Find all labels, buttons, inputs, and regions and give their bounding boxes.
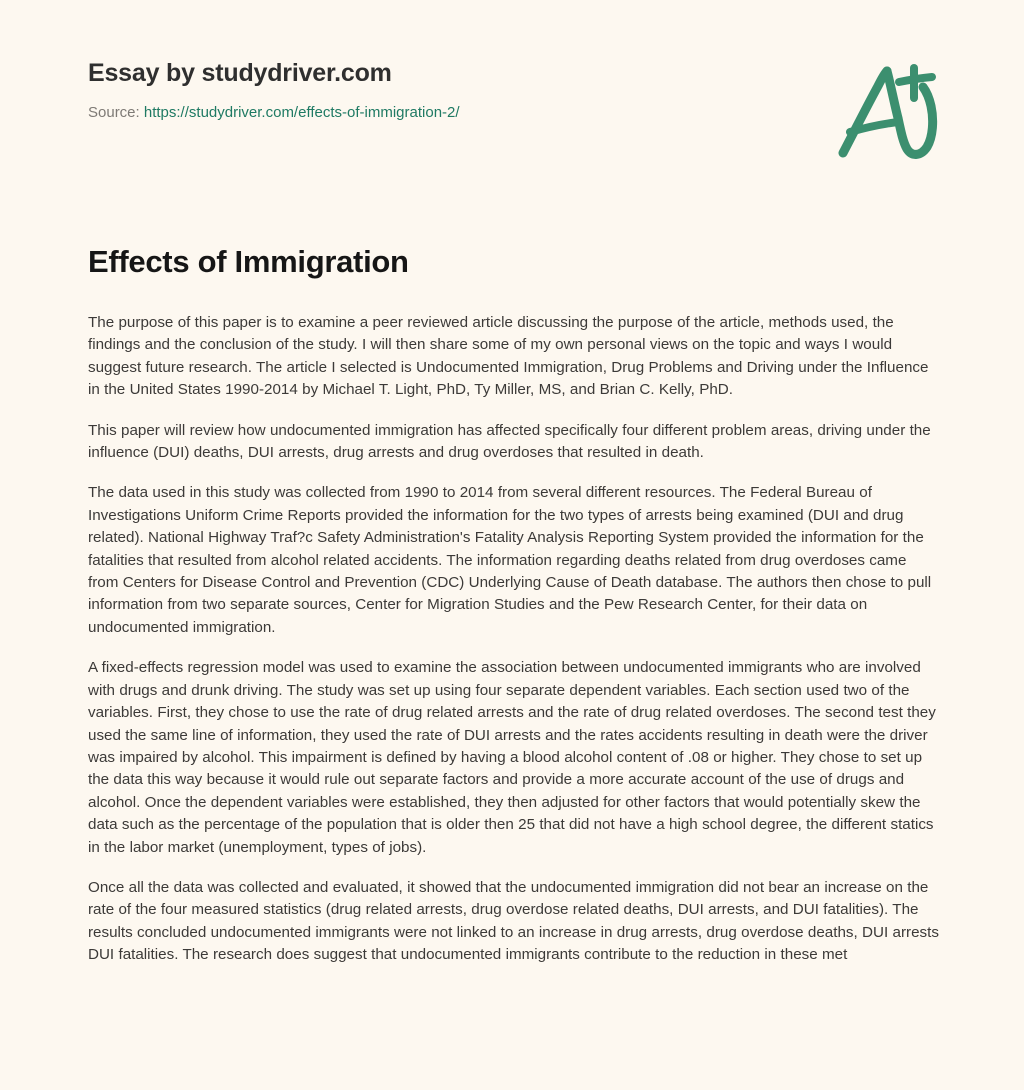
essay-body xyxy=(88,312,941,967)
paragraph: The purpose of this paper is to examine a peer reviewed article discussing the purpose of the article, methods used, the findings and the conclusion of the study. I will then share some of my own personal views on the topic and ways I would suggest future research. The article I selected is Undocumented Immigration, Drug Problems and Driving under the Influence in the United States 1990-2014 by Michael T. Light, PhD, Ty Miller, MS, and Brian C. Kelly, PhD. xyxy=(88,314,929,399)
paragraph: This paper will review how undocumented immigration has affected specifically four different problem areas, driving under the influence (DUI) deaths, DUI arrests, drug arrests and drug overdoses that resulted in death. xyxy=(88,421,931,462)
source-label: Source: xyxy=(88,103,140,121)
a-plus-logo-icon xyxy=(828,56,948,166)
paragraph: Once all the data was collected and evaluated, it showed that the undocumented immigration did not bear an increase on the rate of the four measured statistics (drug related arrests, drug overdose related deaths, DUI arrests, and DUI fatalities). The results concluded undocumented immigrants were not linked to an increase in drug arrests, drug overdose deaths, DUI arrests DUI fatalities. The research does suggest that undocumented immigrants contribute to the reduction in these met xyxy=(88,878,939,964)
source-line xyxy=(88,104,948,122)
page-title: Effects of Immigration xyxy=(88,244,409,279)
studydriver-a-plus-logo xyxy=(828,56,948,166)
brand-title: Essay by studydriver.com xyxy=(88,59,392,87)
page-header xyxy=(88,60,948,170)
paragraph: A fixed-effects regression model was used to examine the association between undocumented immigrants who are involved with drugs and drunk driving. The study was set up using four separate dependent variables. Each section used two of the variables. First, they chose to use the rate of drug related arrests and the rate of drug related overdoses. The second test they used the same line of information, they used the rate of DUI arrests and the rates accidents resulting in death were the driver was impaired by alcohol. This impairment is defined by having a blood alcohol content of .08 or higher. They chose to set up the data this way because it would rule out separate factors and provide a more accurate account of the use of drugs and alcohol. Once the dependent variables were established, they then adjusted for other factors that would potentially skew the data such as the percentage of the population that is older then 25 that did not have a high school degree, the different statics in the labor market (unemployment, types of jobs). xyxy=(88,659,936,856)
paragraph: The data used in this study was collected from 1990 to 2014 from several different resources. The Federal Bureau of Investigations Uniform Crime Reports provided the information for the two types of arrests being examined (DUI and drug related). National Highway Traf?c Safety Administration's Fatality Analysis Reporting System provided the information for the fatalities that resulted from alcohol related accidents. The information regarding deaths related from drug overdoses came from Centers for Disease Control and Prevention (CDC) Underlying Cause of Death database. The authors then chose to pull information from two separate sources, Center for Migration Studies and the Pew Research Center, for their data on undocumented immigration. xyxy=(88,484,932,636)
source-url-link[interactable]: https://studydriver.com/effects-of-immigration-2/ xyxy=(143,103,460,121)
